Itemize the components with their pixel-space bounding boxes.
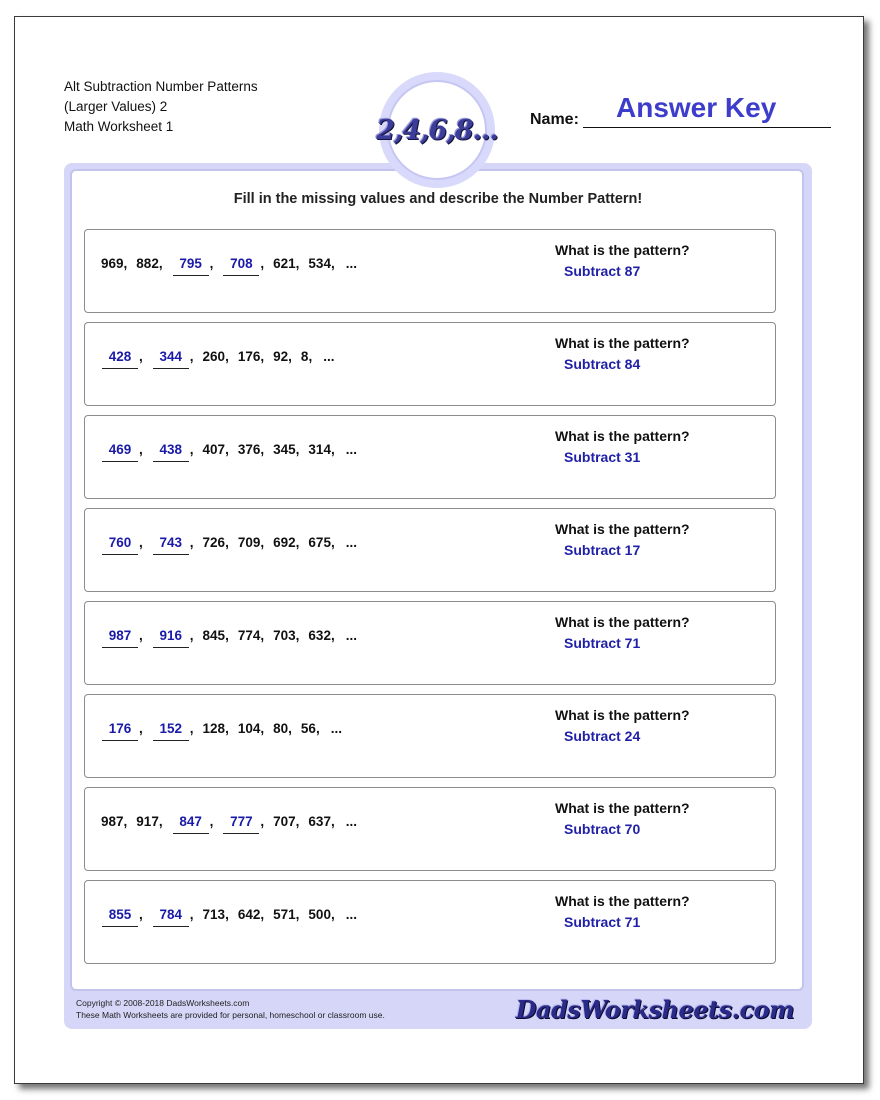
title-line-3: Math Worksheet 1: [64, 119, 174, 134]
missing-value-answer: 795: [173, 256, 209, 276]
sequence-term: 260: [202, 349, 226, 364]
problem-box: [84, 880, 776, 964]
sequence-term: 80: [273, 721, 289, 736]
pattern-answer: Subtract 17: [564, 542, 641, 558]
comma-separator: ,: [139, 349, 143, 364]
comma-separator: ,: [139, 535, 143, 550]
comma-separator: ,: [139, 721, 143, 736]
title-line-2: (Larger Values) 2: [64, 99, 168, 114]
title-line-1: Alt Subtraction Number Patterns: [64, 79, 258, 94]
sequence-term: 632: [308, 628, 331, 643]
comma-separator: ,: [189, 535, 194, 550]
number-sequence: [101, 442, 357, 462]
missing-value-answer: 987: [102, 628, 138, 648]
comma-separator: ,: [189, 442, 194, 457]
comma-separator: ,: [260, 814, 265, 829]
sequence-term: 621: [273, 256, 296, 271]
sequence-term: 104: [237, 721, 261, 736]
missing-value-answer: 760: [102, 535, 138, 555]
comma-separator: ,: [330, 256, 335, 271]
missing-value-answer: 777: [223, 814, 259, 834]
pattern-answer: Subtract 87: [564, 263, 641, 279]
comma-separator: ,: [158, 256, 163, 271]
missing-value-answer: 176: [102, 721, 138, 741]
pattern-question: What is the pattern?: [555, 707, 690, 723]
missing-value-answer: 855: [102, 907, 138, 927]
sequence-term: 703: [273, 628, 296, 643]
sequence-term: 8: [300, 349, 309, 364]
comma-separator: ,: [260, 907, 265, 922]
comma-separator: ,: [225, 721, 229, 736]
number-sequence: [101, 721, 342, 741]
pattern-answer: Subtract 71: [564, 635, 641, 651]
comma-separator: ,: [225, 442, 229, 457]
worksheet-title: [64, 77, 258, 137]
pattern-answer: Subtract 70: [564, 821, 641, 837]
logo-text: 2,4,6,8...: [376, 114, 498, 146]
sequence-ellipsis: ...: [345, 535, 357, 550]
sequence-ellipsis: ...: [345, 628, 357, 643]
comma-separator: ,: [139, 442, 143, 457]
sequence-term: 637: [308, 814, 331, 829]
number-sequence: [101, 535, 357, 555]
instructions: Fill in the missing values and describe the Number Pattern!: [233, 191, 643, 207]
number-pattern-logo: [376, 72, 498, 188]
sequence-term: 917: [136, 814, 159, 829]
pattern-answer: Subtract 24: [564, 728, 641, 744]
sequence-term: 987: [101, 814, 124, 829]
comma-separator: ,: [158, 814, 163, 829]
comma-separator: ,: [295, 535, 300, 550]
comma-separator: ,: [225, 628, 229, 643]
problem-box: [84, 787, 776, 871]
name-line: [583, 127, 831, 128]
comma-separator: ,: [260, 721, 265, 736]
problem-box: [84, 508, 776, 592]
number-sequence: [101, 907, 357, 927]
comma-separator: ,: [225, 907, 229, 922]
comma-separator: ,: [139, 907, 143, 922]
missing-value-answer: 708: [223, 256, 259, 276]
sequence-ellipsis: ...: [345, 814, 357, 829]
sequence-term: 726: [202, 535, 226, 550]
comma-separator: ,: [189, 721, 194, 736]
comma-separator: ,: [330, 814, 335, 829]
logo-badge: [376, 80, 498, 180]
missing-value-answer: 916: [153, 628, 189, 648]
number-sequence: [101, 814, 357, 834]
footer-copyright: [76, 997, 385, 1021]
sequence-term: 500: [308, 907, 331, 922]
pattern-question: What is the pattern?: [555, 893, 690, 909]
pattern-question: What is the pattern?: [555, 242, 690, 258]
sequence-term: 345: [273, 442, 296, 457]
comma-separator: ,: [288, 349, 292, 364]
comma-separator: ,: [330, 442, 335, 457]
problem-box: [84, 229, 776, 313]
sequence-ellipsis: ...: [345, 442, 357, 457]
comma-separator: ,: [288, 721, 292, 736]
comma-separator: ,: [260, 535, 265, 550]
copyright-text: Copyright © 2008-2018 DadsWorksheets.com: [76, 998, 250, 1008]
pattern-question: What is the pattern?: [555, 335, 690, 351]
answer-key-label: Answer Key: [616, 92, 777, 123]
sequence-term: 969: [101, 256, 124, 271]
sequence-ellipsis: ...: [323, 349, 335, 364]
comma-separator: ,: [295, 814, 300, 829]
number-sequence: [101, 628, 357, 648]
pattern-question: What is the pattern?: [555, 614, 690, 630]
comma-separator: ,: [189, 907, 194, 922]
problem-box: [84, 601, 776, 685]
sequence-term: 707: [273, 814, 296, 829]
sequence-term: 56: [300, 721, 316, 736]
pattern-question: What is the pattern?: [555, 521, 690, 537]
missing-value-answer: 152: [153, 721, 189, 741]
comma-separator: ,: [209, 256, 214, 271]
worksheet-frame: [64, 163, 812, 1029]
missing-value-answer: 784: [153, 907, 189, 927]
missing-value-answer: 847: [173, 814, 209, 834]
sequence-term: 774: [237, 628, 261, 643]
problem-box: [84, 415, 776, 499]
missing-value-answer: 469: [102, 442, 138, 462]
comma-separator: ,: [260, 442, 265, 457]
missing-value-answer: 428: [102, 349, 138, 369]
comma-separator: ,: [330, 628, 335, 643]
comma-separator: ,: [123, 256, 128, 271]
comma-separator: ,: [123, 814, 128, 829]
comma-separator: ,: [260, 628, 265, 643]
missing-value-answer: 344: [153, 349, 189, 369]
pattern-question: What is the pattern?: [555, 800, 690, 816]
sequence-term: 845: [202, 628, 226, 643]
comma-separator: ,: [225, 349, 229, 364]
sequence-term: 314: [308, 442, 331, 457]
number-sequence: [101, 349, 334, 369]
sequence-term: 709: [237, 535, 261, 550]
sequence-term: 407: [202, 442, 226, 457]
pattern-answer: Subtract 71: [564, 914, 641, 930]
sequence-term: 128: [202, 721, 226, 736]
sequence-term: 642: [237, 907, 261, 922]
dadsworksheets-logo: DadsWorksheets.com: [515, 995, 794, 1024]
sequence-term: 882: [136, 256, 159, 271]
comma-separator: ,: [260, 256, 265, 271]
comma-separator: ,: [295, 442, 300, 457]
comma-separator: ,: [308, 349, 313, 364]
comma-separator: ,: [330, 907, 335, 922]
pattern-answer: Subtract 31: [564, 449, 641, 465]
sequence-ellipsis: ...: [330, 721, 342, 736]
comma-separator: ,: [295, 628, 300, 643]
problem-box: [84, 694, 776, 778]
comma-separator: ,: [315, 721, 320, 736]
sequence-term: 534: [308, 256, 331, 271]
comma-separator: ,: [139, 628, 143, 643]
pattern-question: What is the pattern?: [555, 428, 690, 444]
number-sequence: [101, 256, 357, 276]
name-label: Name:: [530, 111, 579, 128]
problem-box: [84, 322, 776, 406]
sequence-term: 713: [202, 907, 226, 922]
sequence-term: 92: [273, 349, 289, 364]
sequence-ellipsis: ...: [345, 907, 357, 922]
comma-separator: ,: [295, 256, 300, 271]
comma-separator: ,: [260, 349, 265, 364]
missing-value-answer: 438: [153, 442, 189, 462]
sequence-term: 176: [237, 349, 261, 364]
pattern-answer: Subtract 84: [564, 356, 641, 372]
sequence-term: 376: [237, 442, 261, 457]
comma-separator: ,: [189, 628, 194, 643]
sequence-term: 571: [273, 907, 296, 922]
missing-value-answer: 743: [153, 535, 189, 555]
comma-separator: ,: [330, 535, 335, 550]
sequence-term: 692: [273, 535, 296, 550]
sequence-term: 675: [308, 535, 331, 550]
usage-notice: These Math Worksheets are provided for personal, homeschool or classroom use.: [76, 1010, 385, 1020]
comma-separator: ,: [209, 814, 214, 829]
comma-separator: ,: [189, 349, 194, 364]
comma-separator: ,: [225, 535, 229, 550]
sequence-ellipsis: ...: [345, 256, 357, 271]
comma-separator: ,: [295, 907, 300, 922]
